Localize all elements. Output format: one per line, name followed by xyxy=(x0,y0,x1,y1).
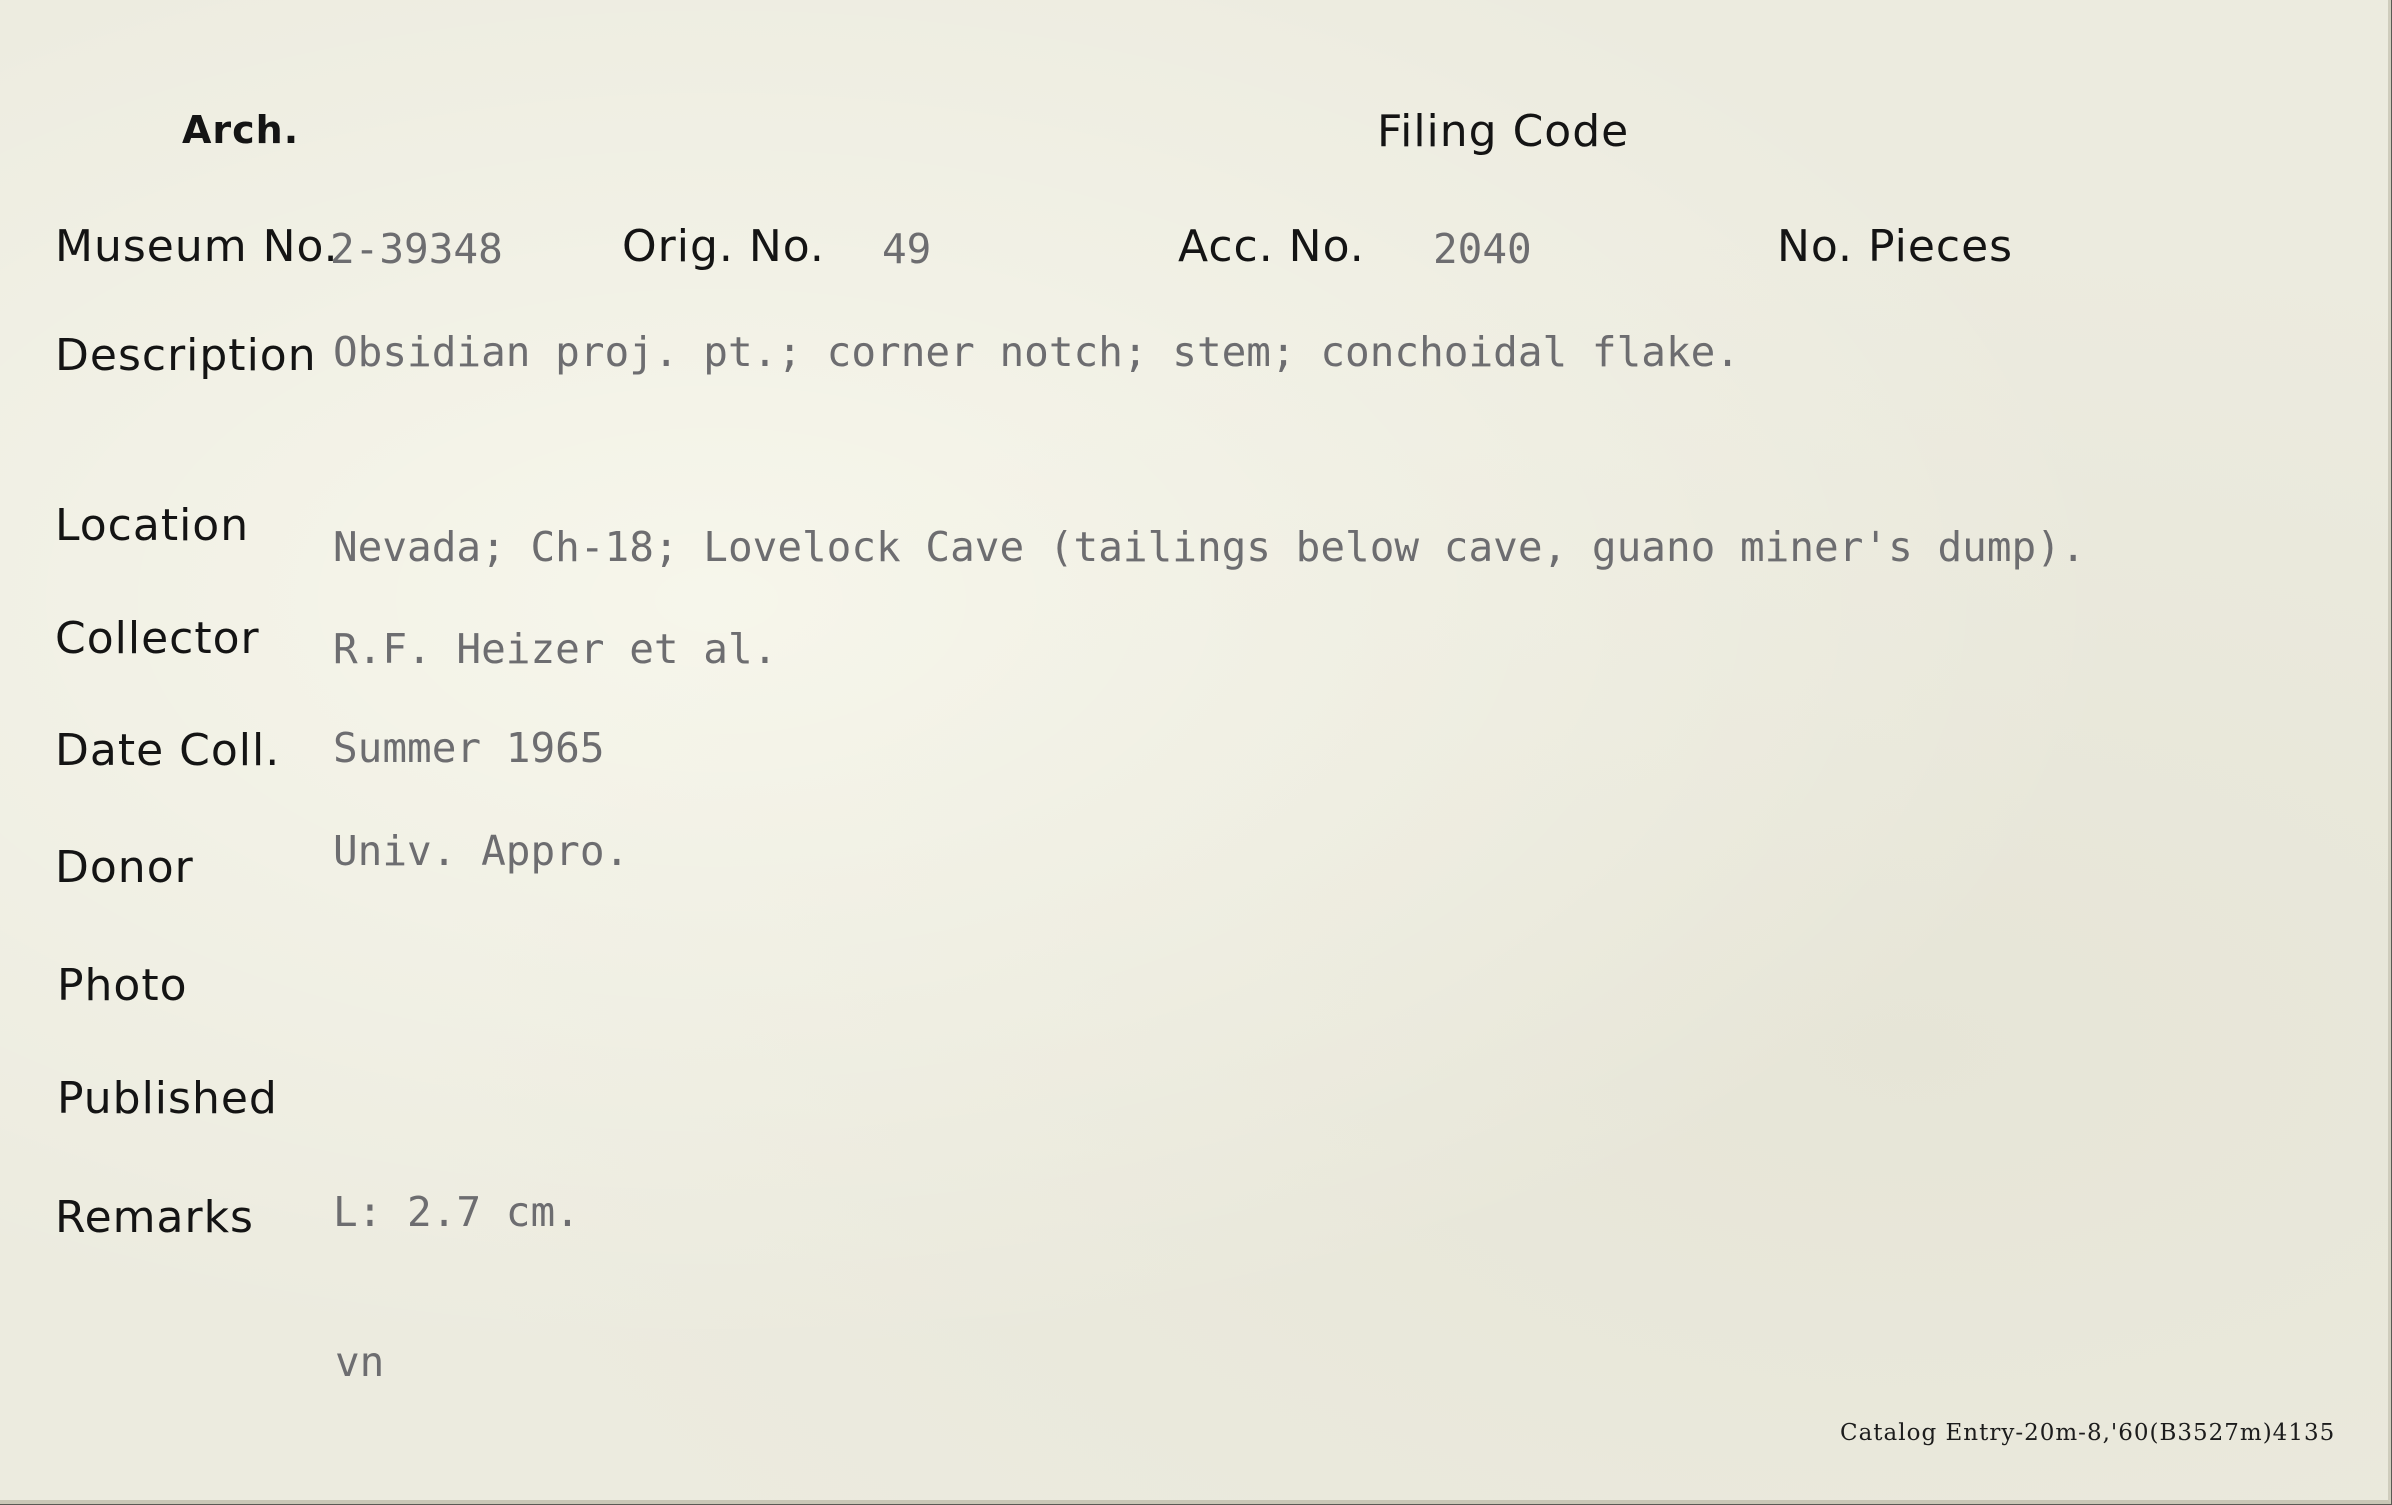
acc-no-value: 2040 xyxy=(1433,225,1532,273)
donor-label: Donor xyxy=(55,842,194,893)
photo-label: Photo xyxy=(57,960,188,1011)
acc-no-label: Acc. No. xyxy=(1178,221,1365,272)
orig-no-label: Orig. No. xyxy=(622,221,825,272)
museum-no-value: 2-39348 xyxy=(330,225,503,273)
description-label: Description xyxy=(55,330,317,381)
collector-value: R.F. Heizer et al. xyxy=(333,625,778,673)
donor-value: Univ. Appro. xyxy=(333,827,630,875)
orig-no-value: 49 xyxy=(882,225,932,273)
date-coll-value: Summer 1965 xyxy=(333,724,605,772)
location-label: Location xyxy=(55,500,250,551)
filing-code-label: Filing Code xyxy=(1377,106,1630,157)
date-coll-label: Date Coll. xyxy=(55,725,281,776)
published-label: Published xyxy=(57,1073,278,1124)
no-pieces-label: No. Pieces xyxy=(1777,221,2014,272)
description-value: Obsidian proj. pt.; corner notch; stem; conchoidal flake. xyxy=(333,328,1740,376)
museum-no-label: Museum No. xyxy=(55,221,339,272)
dept-label: Arch. xyxy=(182,108,300,152)
remarks-value: L: 2.7 cm. xyxy=(333,1188,580,1236)
initials: vn xyxy=(335,1338,385,1386)
collector-label: Collector xyxy=(55,613,260,664)
remarks-label: Remarks xyxy=(55,1192,254,1243)
print-footer: Catalog Entry-20m-8,'60(B3527m)4135 xyxy=(1840,1420,2336,1446)
location-value: Nevada; Ch-18; Lovelock Cave (tailings below cave, guano miner's dump). xyxy=(333,523,2086,571)
